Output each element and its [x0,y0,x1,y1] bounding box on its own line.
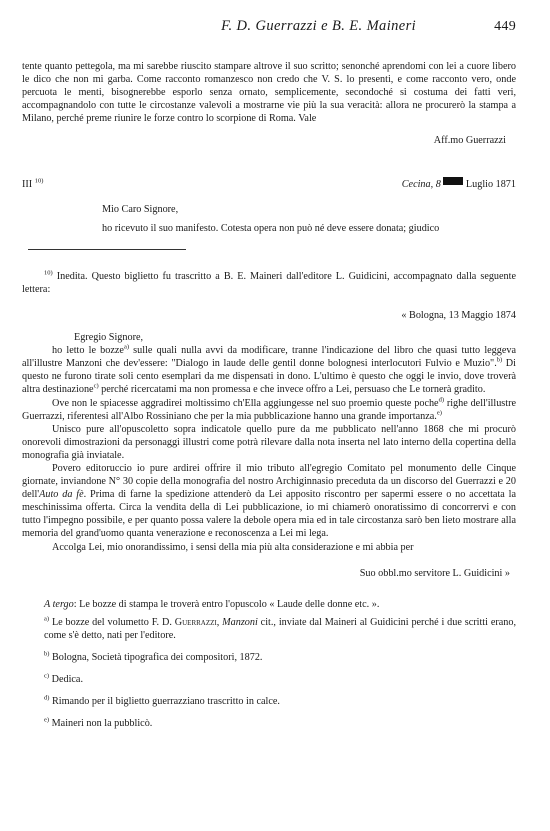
ink-blot-mark [443,177,463,185]
page-number: 449 [494,19,516,34]
letter-first-line: ho ricevuto il suo manifesto. Cotesta opera non può né deve essere donata; giudico [102,222,440,234]
note-intro: $^{10)}$ Inedita. Questo biglietto fu trascritto a B. E. Maineri dall'editore L. Guidicini, accompagnato dalla seguente lettera: [22,269,516,295]
footnote-separator [28,249,186,250]
letter-paragraph-1: ho letto le bozze$^{a)}$ sulle quali nulla avvi da modificare, tranne l'indicazione del libro che quasi tutto leggeva all'illustre Manzoni che dev'essere: "Dialogo in laude delle gentil donne bolognesi interlocutori Fulvio e Muzio".$^{b)}$ Di questo ne furono tirate soli cento esemplari da me dispensati in dono. L'ultimo è questo che oggi le invio, dove troverà altra destinazione$^{c)}$ perché ricercatami ma non promessa e che invece offro a Lei, persuaso che Le tornerà gradito. [22,343,517,396]
footnote-10 [22,270,516,580]
note-letter-date: « Bologna, 13 Maggio 1874 [401,309,516,321]
footnote-b: $^{b)}$ Bologna, Società tipografica dei compositori, 1872. [44,650,263,663]
letter-note-marker: 10) [34,177,44,185]
book-page [22,18,516,730]
running-header [22,18,516,42]
note-letter-greeting: Egregio Signore, [74,332,144,344]
letter-salutation: Mio Caro Signore, [102,203,179,215]
lettered-footnotes [22,616,516,731]
letter-place-date: Cecina, 8 Luglio 1871 [401,178,516,190]
letter-paragraph-3: Unisco pure all'opuscoletto sopra indicatole quello pure da me pubblicato nell'anno 1868 che mi procurò onorevoli dimostrazioni da personaggi illustri come potrà rilevare dalla nota inserta nel lato interno della copertina della monografia già inviatale. [22,423,516,461]
footnote-d: $^{d)}$ Rimando per il biglietto guerrazziano trascritto in calce. [44,694,280,708]
footnote-a: $^{a)}$ Le bozze del volumetto F. D. Guerrazzi, Manzoni cit., inviate dal Maineri al Guidicini perché i due scritti erano, come s'è detto, nati per l'editore. [44,615,516,641]
a-tergo-note: A tergo: Le bozze di stampa le troverà entro l'opuscolo « Laude delle donne etc. ». [44,598,380,610]
letter-number: III $^{10)}$ [22,177,44,190]
footnote-e: $^{e)}$ Maineri non la pubblicò. [44,716,153,730]
continuation-signature: Aff.mo Guerrazzi [433,135,506,147]
letter-continuation [22,60,516,148]
continuation-paragraph: tente quanto pettegola, ma mi sarebbe riuscito stampare altrove il suo scritto; senonché aprendomi con lei a cuore libero le dico che non mi garba. Come racconto romanzesco non credo che V. S. lo presenti, e come racconto vero, onde percuota le menti, bisognerebbe esporlo senza ornato, semplicemente, secondoché si costuma dei fatti veri, accompagnandolo con tutte le circostanze valevoli a mostrarne vie più la sua veracità: allora ne procurerò la stampa a Milano, perché preme riunire le forze contro lo scorpione di Roma. Vale [22,61,516,125]
letter-paragraph-2: Ove non le spiacesse aggradirei moltissimo ch'Ella aggiungesse nel suo proemio queste poche$^{d)}$ righe dell'illustre Guerrazzi, riferentesi all'Albo Rossiniano che per la mia pubblicazione hanno una grande importanza.$^{e)}$ [22,396,516,422]
guidicini-signature: Suo obbl.mo servitore L. Guidicini » [359,567,510,579]
footnote-c: $^{c)}$ Dedica. [44,672,84,686]
guidicini-letter [22,344,516,580]
letter-paragraph-5: Accolga Lei, mio onorandissimo, i sensi della mia più alta considerazione e mi abbia per [52,541,414,553]
letter-paragraph-4: Povero editoruccio io pure ardirei offrire il mio tributo all'egregio Comitato pel monumento delle Cinque giornate, inviandone N° 30 copie della monografia del nostro Archiginnasio preceduta da un discorso del Guerrazzi e 20 dell'Auto da fè. Prima di farne la spedizione attenderò da Lei apposito riscontro per sapermi essere o no accettata la meschinissima offerta. Circa la vendita della di Lei pubblicazione, io mi chiamerò onoratissimo di concorrervi e con tutto l'impegno possibile, e per quanto possa valere la debole opera mia ed in tale circostanza sarò ben lieto mostrare alla memoria del grand'uomo quanta venerazione e reconoscenza a Lei mi lega. [22,462,517,540]
letter-heading [22,177,516,190]
running-title: F. D. Guerrazzi e B. E. Maineri [221,18,417,34]
